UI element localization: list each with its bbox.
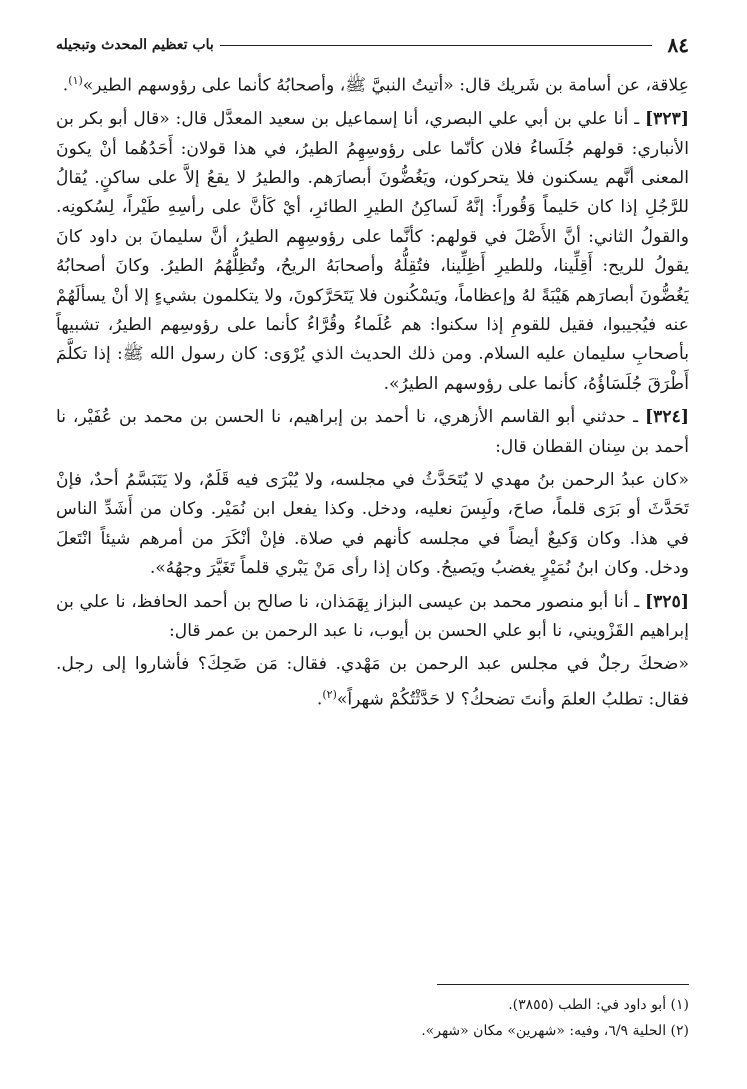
footnote-1: (١) أبو داود في: الطب (٣٨٥٥). — [508, 997, 689, 1013]
main-text — [56, 66, 689, 715]
narration-number: [٣٢٤] — [645, 407, 689, 428]
narration-number: [٣٢٥] — [645, 591, 689, 612]
paragraph-text: «ضحكَ رجلٌ في مجلس عبد الرحمن بن مَهْدي. فقال: مَن ضَحِكَ؟ فأشاروا إلى رجل. فقال: تطلبُ العلمَ وأنتَ تضحكُ؟ لا حَدَّثْتُكُمْ شهراً» — [56, 654, 689, 710]
paragraph-tail: . — [62, 75, 69, 96]
paragraph-tail: . — [316, 689, 323, 710]
narration-325 — [56, 588, 689, 647]
narration-number: [٣٢٣] — [645, 109, 689, 130]
narration-324 — [56, 403, 689, 462]
running-header — [56, 30, 689, 60]
paragraph-text: ـ حدثني أبو القاسم الأزهري، نا أحمد بن إبراهيم، نا الحسن بن محمد بن عُفَيْر، نا أحمد بن سِنان القطان قال: — [56, 407, 689, 457]
paragraph-text: عِلاقة، عن أسامة بن شَريك قال: «أتيتُ النبيَّ ﷺ، وأصحابُهُ كأنما على رؤوسهم الطير» — [82, 75, 689, 96]
chapter-title: باب تعظيم المحدث وتبجيله — [56, 37, 214, 53]
paragraph-continuation — [56, 66, 689, 101]
paragraph-text: ـ أنا علي بن أبي علي البصري، أنا إسماعيل بن سعيد المعدَّل قال: «قال أبو بكر بن الأنباري: قولهم جُلَساءُ فلان كأنّما على رؤوسِهِمُ الطيرُ، في هذا قولان: أَحَدُهُما أنْ يكونَ المعنى أنَّهم يسكنون فلا يتحركون، ويَغُضُّونَ أبصارَهم. والطيرُ لا يقعُ إلاَّ على ساكنٍ. يُقالُ للرَّجُلِ إذا كان حَليماً وَقُوراً: إنَّهُ لَساكِنُ الطيرِ الطائرِ، أيْ كَأنَّ على رأسِهِ طَيْراً، لِسُكونِه. والقولُ الثاني: أنَّ الأَصْلَ في قولهم: كأنَّما على رؤوسِهِم الطيرُ، أنَّ سليمانَ بن داود كانَ يقولُ للريح: أَقِلِّينا، وللطيرِ أَظِلِّينا، فتُقِلُّهُ وأصحابَهُ الريحُ، وتُظِلُّهُمُ الطيرُ. وكانَ أصحابُهُ يَغُضُّونَ أبصارَهم هَيْبَةً لهُ وإعظاماً، ويَسْكُنون فلا يَتَحَرَّكونَ، ولا يتكلمون بشيءٍ إلا أنْ يسألَهُمْ عنه فيُجيبوا، فقيل للقومِ إذا سكنوا: هم عُلَماءُ وقُرَّاءُ كأنما على رؤوسِهم الطيرُ، تشبيهاً بأصحابِ سليمان عليه السلام. ومن ذلك الحديث الذي يُرْوَى: كان رسول الله ﷺ: إذا تكلَّمَ أَطْرَقَ جُلَسَاؤُهُ، كأنما على رؤوسهم الطيرُ». — [56, 109, 689, 394]
paragraph-text: ـ أنا أبو منصور محمد بن عيسى البزاز بِهَمَذان، نا صالح بن أحمد الحافظ، نا علي بن إبراهيم القَزْويني، نا أبو علي الحسن بن أيوب، نا عبد الرحمن بن عمر قال: — [56, 591, 689, 642]
paragraph-text: «كان عبدُ الرحمن بنُ مهدي لا يُتَحَدَّثُ في مجلسه، ولا يُبْرَى فيه قَلَمٌ، ولا يَتَبَسَّمُ أحدٌ، فإنْ تَحَدَّثَ أو بَرَى قلماً، صاحَ، ولَبِسَ نعليه، ودخل. وكذا يفعل ابن نُمَيْر. وكان من أَشَدِّ الناس في هذا. وكان وَكيعٌ أيضاً في مجلسه كأنهم في صلاة. فإنْ أنْكَرَ من أمرهم شيئاً انْتَعلَ ودخل. وكان ابنُ نُمَيْرٍ يغضبُ ويَصيحُ. وكان إذا رأى مَنْ يَبْري قلماً تَغَيَّرَ وجهُهُ». — [56, 470, 689, 579]
page-number: ٨٤ — [667, 33, 689, 57]
footnote-2: (٢) الحلية ٦/٩، وفيه: «شهرين» مكان «شهر». — [421, 1023, 689, 1039]
footnote-ref: (٢) — [322, 687, 337, 701]
narration-325-quote — [56, 650, 689, 715]
footnote-ref: (١) — [68, 74, 83, 87]
narration-323 — [56, 105, 689, 399]
header-rule — [220, 45, 652, 46]
narration-324-quote — [56, 466, 689, 584]
footnotes — [56, 992, 689, 1044]
footnote-divider — [437, 984, 689, 985]
